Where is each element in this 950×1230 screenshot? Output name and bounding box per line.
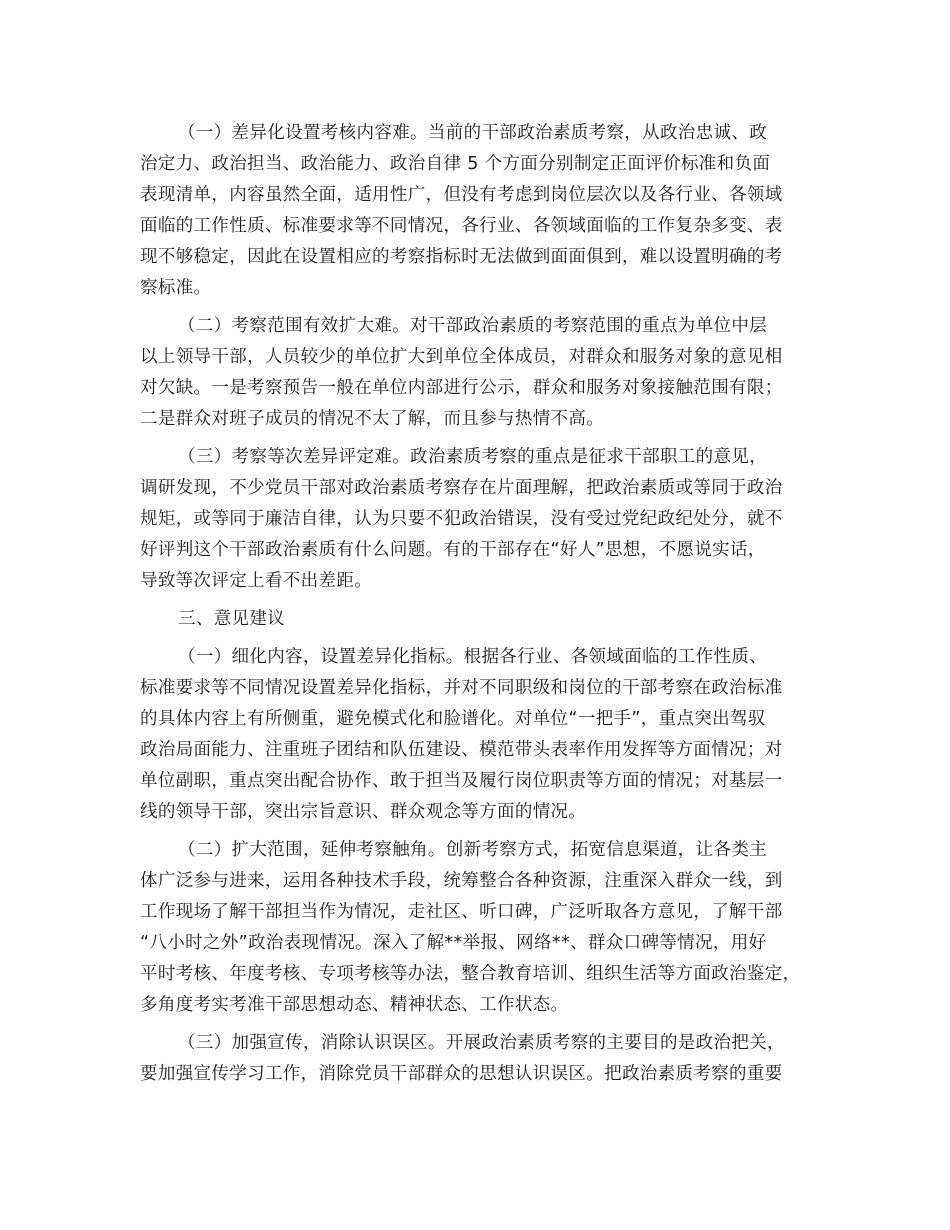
text-line: 政治局面能力、注重班子团结和队伍建设、模范带头表率作用发挥等方面情况；对: [140, 740, 783, 760]
section-title: 三、意见建议: [178, 609, 286, 629]
text-line: 平时考核、年度考核、专项考核等办法，整合教育培训、组织生活等方面政治鉴定，: [140, 964, 801, 984]
text-line: 察标准。: [140, 278, 212, 298]
text-line: 面临的工作性质、标准要求等不同情况，各行业、各领域面临的工作复杂多变、表: [140, 216, 783, 236]
text-line: 规矩，或等同于廉洁自律，认为只要不犯政治错误，没有受过党纪政纪处分，就不: [140, 509, 783, 529]
text-line: （三）加强宣传，消除认识误区。开展政治素质考察的主要目的是政治把关，: [178, 1033, 785, 1053]
text-line: 调研发现，不少党员干部对政治素质考察存在片面理解，把政治素质或等同于政治: [140, 478, 783, 498]
text-line: （二）扩大范围，延伸考察触角。创新考察方式，拓宽信息渠道，让各类主: [178, 840, 768, 860]
text-line: （三）考察等次差异评定难。政治素质考察的重点是征求干部职工的意见，: [178, 447, 768, 467]
text-line: 的具体内容上有所侧重，避免模式化和脸谱化。对单位“一把手”，重点突出驾驭: [140, 709, 766, 729]
text-line: 以上领导干部，人员较少的单位扩大到单位全体成员，对群众和服务对象的意见相: [140, 347, 783, 367]
text-line: 工作现场了解干部担当作为情况，走社区、听口碑，广泛听取各方意见，了解干部: [140, 902, 783, 922]
text-line: 线的领导干部，突出宗旨意识、群众观念等方面的情况。: [140, 802, 587, 822]
text-line: （二）考察范围有效扩大难。对干部政治素质的考察范围的重点为单位中层: [178, 316, 768, 336]
text-line: 要加强宣传学习工作，消除党员干部群众的思想认识误区。把政治素质考察的重要: [140, 1064, 783, 1084]
text-line: 二是群众对班子成员的情况不太了解，而且参与热情不高。: [140, 409, 605, 429]
text-line: 表现清单，内容虽然全面，适用性广，但没有考虑到岗位层次以及各行业、各领域: [140, 185, 783, 205]
text-line: 治定力、政治担当、政治能力、政治自律 5 个方面分别制定正面评价标准和负面: [140, 154, 771, 174]
text-line: 好评判这个干部政治素质有什么问题。有的干部存在“好人”思想，不愿说实话，: [140, 540, 766, 560]
text-line: 多角度考实考准干部思想动态、精神状态、工作状态。: [140, 995, 569, 1015]
text-line: （一）细化内容，设置差异化指标。根据各行业、各领域面临的工作性质、: [178, 647, 768, 667]
text-line: 单位副职，重点突出配合协作、敢于担当及履行岗位职责等方面的情况；对基层一: [140, 771, 783, 791]
text-line: 体广泛参与进来，运用各种技术手段，统筹整合各种资源，注重深入群众一线，到: [140, 871, 783, 891]
text-line: 标准要求等不同情况设置差异化指标，并对不同职级和岗位的干部考察在政治标准: [140, 678, 783, 698]
text-line: （一）差异化设置考核内容难。当前的干部政治素质考察，从政治忠诚、政: [178, 123, 768, 143]
text-line: “八小时之外”政治表现情况。深入了解**举报、网络**、群众口碑等情况，用好: [140, 933, 767, 953]
text-line: 现不够稳定，因此在设置相应的考察指标时无法做到面面俱到，难以设置明确的考: [140, 247, 783, 267]
text-line: 对欠缺。一是考察预告一般在单位内部进行公示，群众和服务对象接触范围有限；: [140, 378, 783, 398]
text-line: 导致等次评定上看不出差距。: [140, 571, 373, 591]
